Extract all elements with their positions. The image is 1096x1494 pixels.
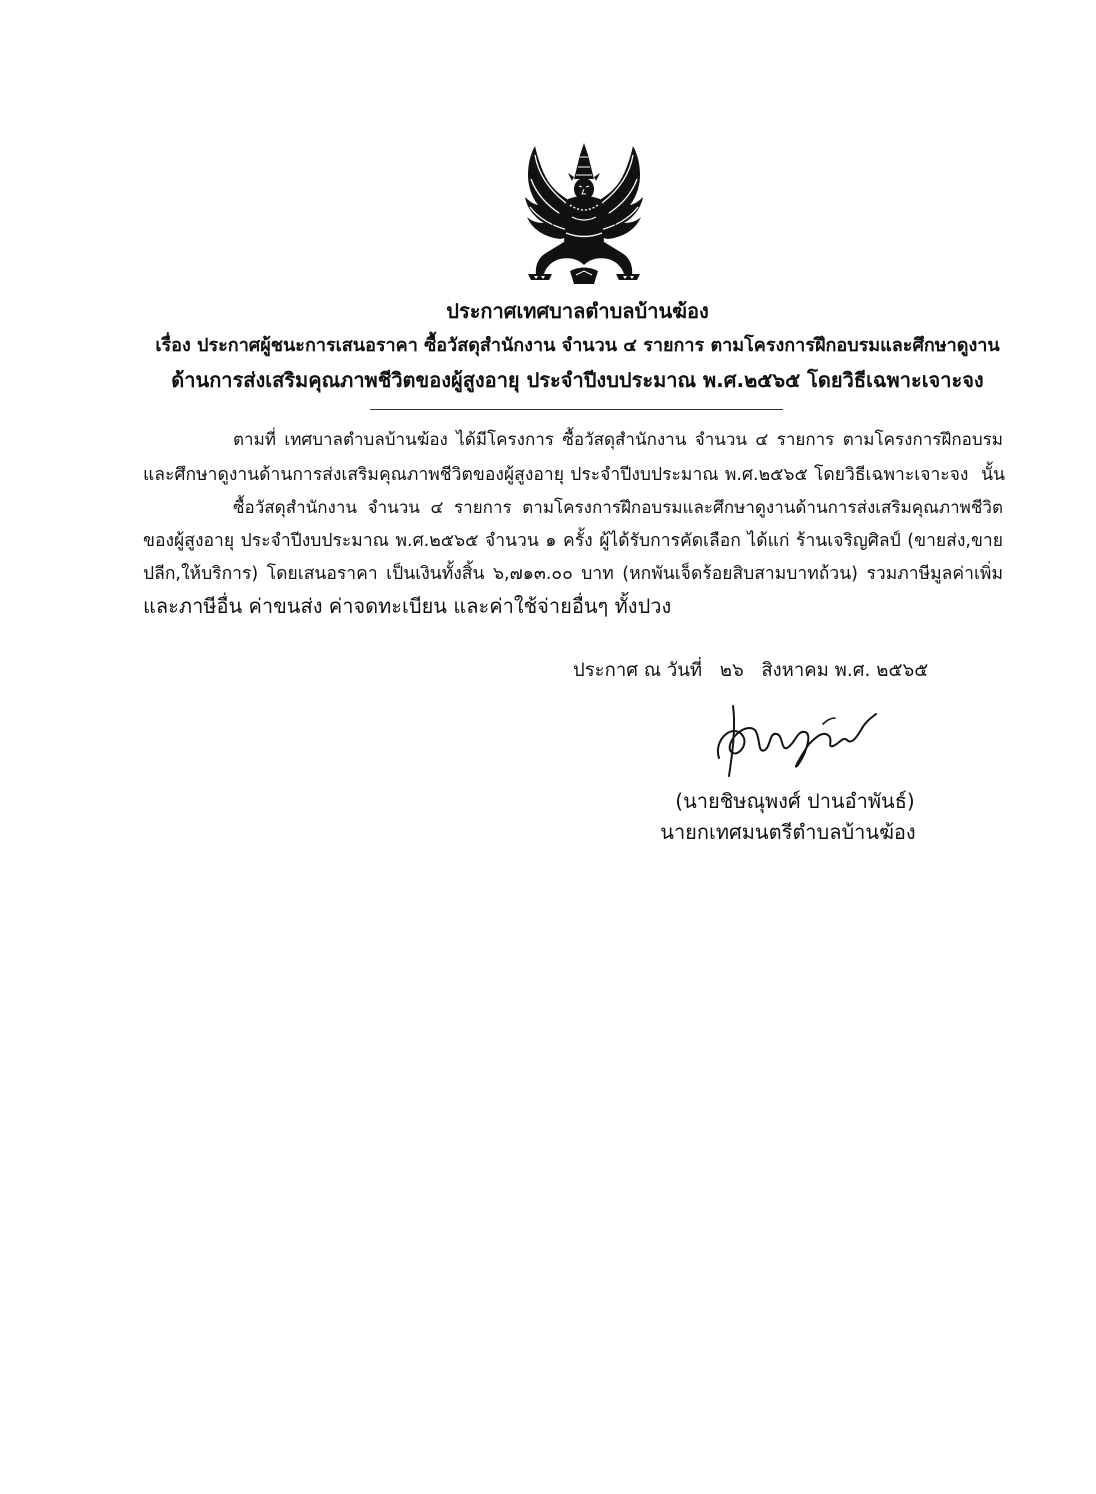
body-line: ของผู้สูงอายุ ประจำปีงบประมาณ พ.ศ.๒๕๖๕ จำนวน ๑ ครั้ง ผู้ได้รับการคัดเลือก ได้แก่ ร้านเจริญศิลป์ (ขายส่ง,ขาย [143,531,1003,551]
announcement-heading: ประกาศเทศบาลตำบลบ้านฆ้อง [446,299,709,323]
body-line: ตามที่ เทศบาลตำบลบ้านฆ้อง ได้มีโครงการ ซื้อวัสดุสำนักงาน จำนวน ๔ รายการ ตามโครงการฝึกอบรม [233,430,1003,450]
body-line: และภาษีอื่น ค่าขนส่ง ค่าจดทะเบียน และค่าใช้จ่ายอื่นๆ ทั้งปวง [143,594,672,618]
body-line: ปลีก,ให้บริการ) โดยเสนอราคา เป็นเงินทั้งสิ้น ๖,๗๑๓.๐๐ บาท (หกพันเจ็ดร้อยสิบสามบาทถ้วน) รวมภาษีมูลค่าเพิ่ม [143,564,1003,584]
signatory-name: (นายชิษณุพงศ์ ปานอำพันธ์) [675,789,915,813]
signatory-position: นายกเทศมนตรีตำบลบ้านฆ้อง [660,820,916,844]
subject-line: ด้านการส่งเสริมคุณภาพชีวิตของผู้สูงอายุ ประจำปีงบประมาณ พ.ศ.๒๕๖๕ โดยวิธีเฉพาะเจาะจง [171,368,984,392]
announcement-date: ประกาศ ณ วันที่ ๒๖ สิงหาคม พ.ศ. ๒๕๖๕ [573,660,929,681]
signature [705,700,880,780]
garuda-emblem [522,142,646,286]
subject-line: เรื่อง ประกาศผู้ชนะการเสนอราคา ซื้อวัสดุสำนักงาน จำนวน ๔ รายการ ตามโครงการฝึกอบรมและศึกษาดูงาน [155,335,1000,356]
body-line: และศึกษาดูงานด้านการส่งเสริมคุณภาพชีวิตของผู้สูงอายุ ประจำปีงบประมาณ พ.ศ.๒๕๖๕ โดยวิธีเฉพาะเจาะจง นั้น [143,465,1005,485]
body-line: ซื้อวัสดุสำนักงาน จำนวน ๔ รายการ ตามโครงการฝึกอบรมและศึกษาดูงานด้านการส่งเสริมคุณภาพชีวิต [233,498,1003,518]
title-separator [370,409,783,410]
